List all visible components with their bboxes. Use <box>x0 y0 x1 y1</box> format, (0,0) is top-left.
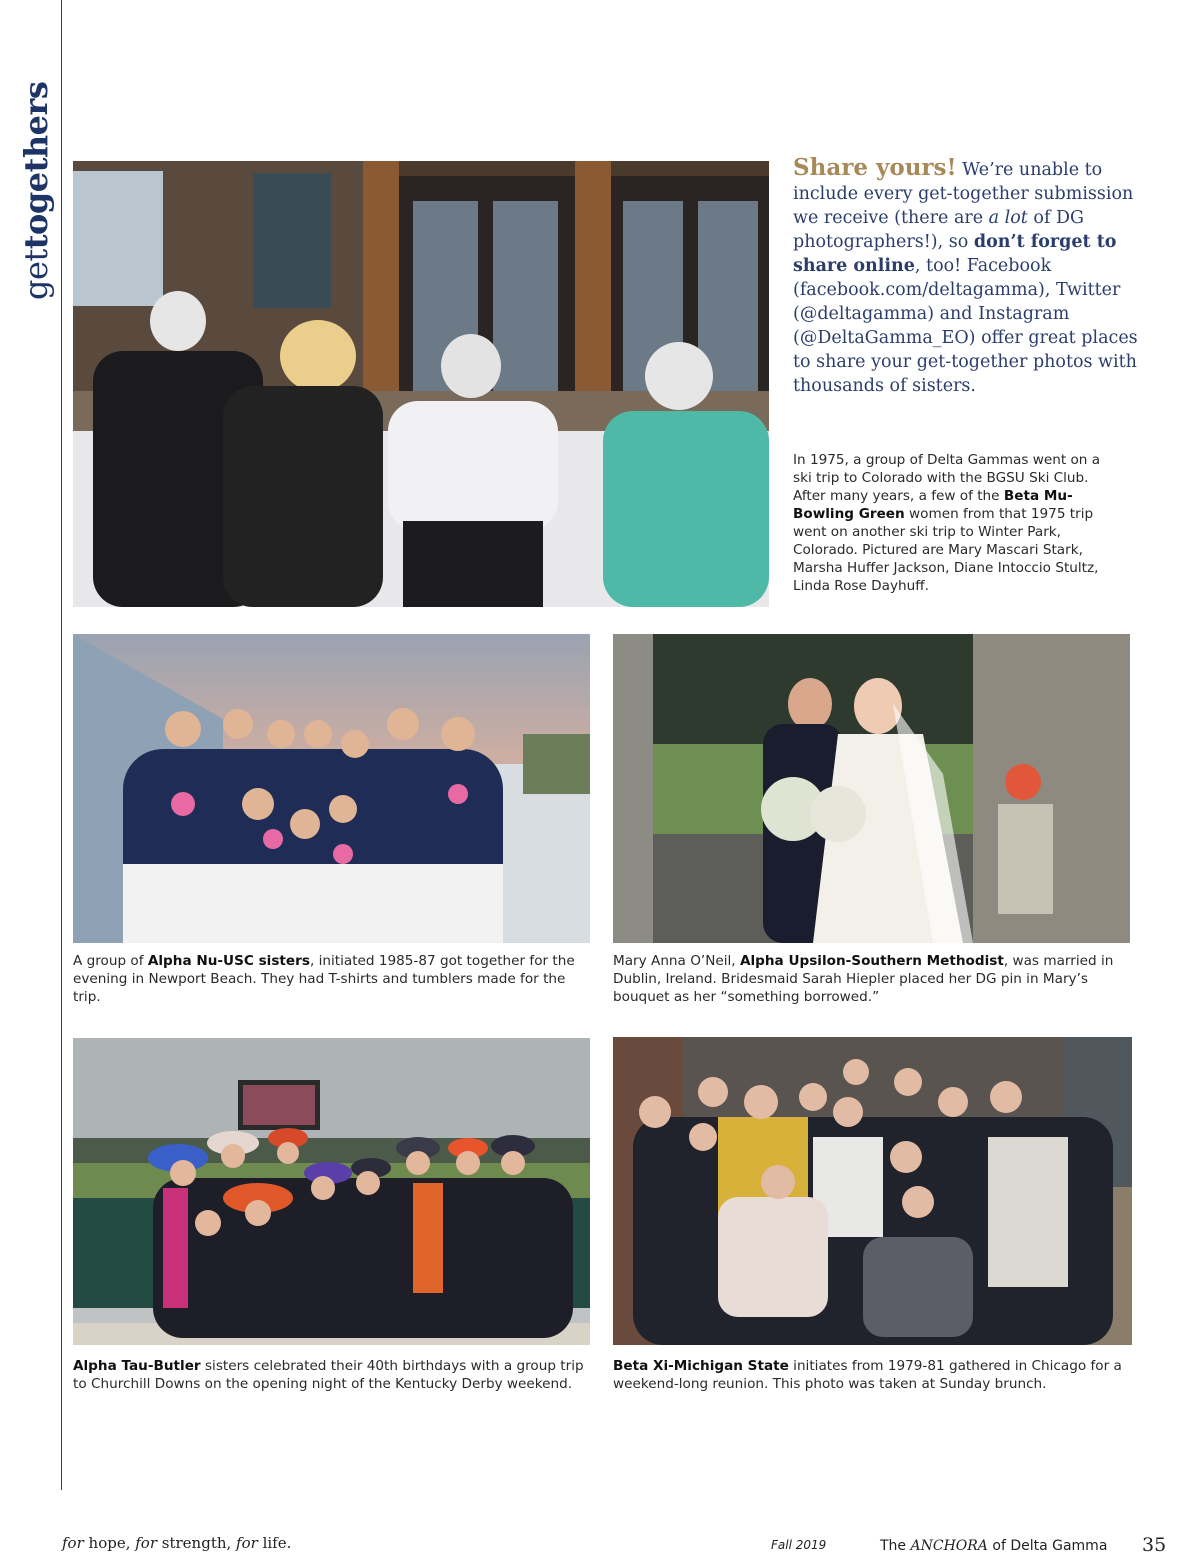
caption-usc-text-1: A group of <box>73 953 148 969</box>
tagline-hope: hope, <box>83 1534 136 1552</box>
footer-issue: Fall 2019 <box>771 1538 827 1552</box>
caption-ski-trip <box>793 451 1118 595</box>
caption-usc-sisters: sisters <box>253 953 310 969</box>
footer-magazine <box>880 1538 1107 1554</box>
caption-ski-text-1: In 1975, a group of Delta Gammas went on a ski trip to Colorado with the BGSU Ski Club. After many years, a few of the <box>793 452 1101 504</box>
caption-wedding-chapter: Alpha Upsilon-Southern Methodist <box>739 953 1004 969</box>
caption-alpha-nu-usc <box>73 952 590 1006</box>
tagline-for-3: for <box>236 1534 258 1552</box>
share-italic: a lot <box>988 208 1028 228</box>
share-yours-callout <box>793 156 1138 398</box>
magazine-the: The <box>880 1538 911 1554</box>
caption-beta-xi <box>613 1357 1132 1393</box>
section-title <box>16 40 56 300</box>
photo-alpha-nu-usc <box>73 634 590 943</box>
tagline-strength: strength, <box>157 1534 237 1552</box>
tagline-for-1: for <box>62 1534 84 1552</box>
section-title-bold: togethers <box>17 81 55 250</box>
left-rule <box>61 0 62 1490</box>
share-text-1: We’re unable to include every get-together submission we receive (there are <box>793 160 1134 228</box>
magazine-rest: of Delta Gamma <box>987 1538 1108 1554</box>
caption-brunch-chapter: Beta Xi-Michigan State <box>613 1358 789 1374</box>
photo-ski-trip <box>73 161 769 607</box>
caption-derby-chapter: Alpha Tau-Butler <box>73 1358 201 1374</box>
photo-wedding <box>613 634 1130 943</box>
caption-usc-text-2: , initiated 1985-87 got together for the evening in Newport Beach. They had T-shirts and tumblers made for the trip. <box>73 953 575 1005</box>
section-title-light: get <box>17 249 55 300</box>
share-strong: don’t forget to share online <box>793 232 1117 276</box>
share-lead: Share yours! <box>793 154 957 181</box>
caption-wedding-text-2: , was married in Dublin, Ireland. Bridesmaid Sarah Hiepler placed her DG pin in Mary’s bouquet as her “something borrowed.” <box>613 953 1114 1005</box>
caption-ski-text-2: women from that 1975 trip went on another ski trip to Winter Park, Colorado. Pictured are Mary Mascari Stark, Marsha Huffer Jackson, Diane Intoccio Stultz, Linda Rose Dayhuff. <box>793 506 1099 594</box>
caption-usc-chapter: Alpha Nu-USC <box>147 953 254 969</box>
page-number: 35 <box>1142 1534 1167 1556</box>
caption-alpha-tau <box>73 1357 593 1393</box>
caption-wedding <box>613 952 1130 1006</box>
tagline-for-2: for <box>135 1534 158 1552</box>
share-text-2: of DG photographers!), so <box>793 208 1084 252</box>
caption-wedding-text-1: Mary Anna O’Neil, <box>613 953 740 969</box>
caption-derby-text: sisters celebrated their 40th birthdays with a group trip to Churchill Downs on the opening night of the Kentucky Derby weekend. <box>73 1358 584 1392</box>
photo-beta-xi-brunch <box>613 1037 1132 1345</box>
photo-alpha-tau-derby <box>73 1038 590 1345</box>
share-text-3: , too! Facebook (facebook.com/deltagamma), Twitter (@deltagamma) and Instagram (@DeltaGamma_EO) offer great places to share your get-together photos with thousands of sisters. <box>793 256 1138 396</box>
caption-ski-chapter: Beta Mu-Bowling Green <box>793 488 1073 522</box>
footer-tagline <box>62 1534 291 1552</box>
magazine-name: ANCHORA <box>910 1538 988 1554</box>
caption-brunch-text: initiates from 1979-81 gathered in Chicago for a weekend-long reunion. This photo was taken at Sunday brunch. <box>613 1358 1122 1392</box>
tagline-life: life. <box>257 1534 292 1552</box>
